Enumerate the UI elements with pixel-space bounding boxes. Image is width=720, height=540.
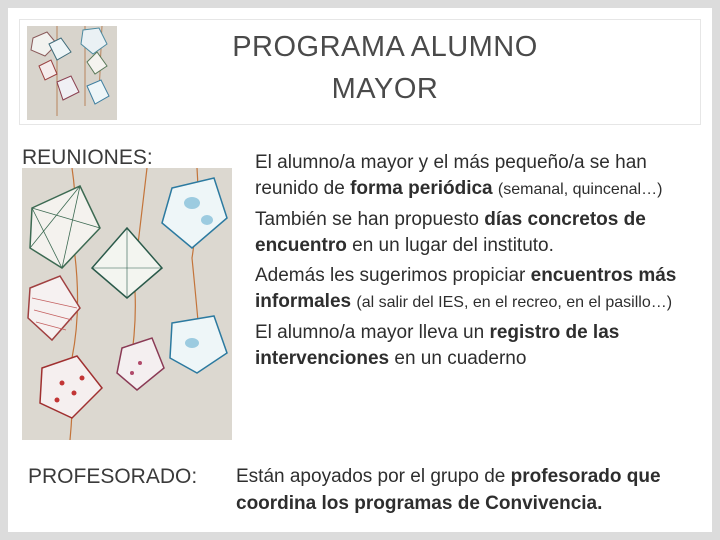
paragraph-days [255,207,705,259]
title-line-1: PROGRAMA ALUMNO [232,31,538,63]
p3-text: Además les sugerimos propiciar [255,265,531,286]
profesorado-label: PROFESORADO: [28,465,198,488]
p2-tail: en un lugar del instituto. [346,235,554,256]
p1-small: (semanal, quincenal…) [497,181,663,198]
profesorado-body [236,463,696,517]
prof-text: Están apoyados por el grupo de [236,466,511,487]
reuniones-body [255,150,705,376]
title-line-2: MAYOR [331,73,439,105]
p2-bold: días concretos de encuentro [255,209,646,256]
origami-thumbnail-image [27,26,117,120]
origami-photo-image [22,168,232,440]
p3-bold: encuentros más informales [255,265,677,312]
paragraph-informal [255,263,705,316]
title-box [20,20,700,124]
p1-text: El alumno/a mayor y el más pequeño/a se han reunido de [255,152,647,199]
paragraph-registro [255,320,705,372]
p2-text: También se han propuesto [255,209,485,230]
p4-text: El alumno/a mayor lleva un [255,322,490,343]
prof-bold: profesorado que coordina los programas de Convivencia. [236,466,661,514]
p4-bold: registro de las intervenciones [255,322,620,369]
reuniones-label: REUNIONES: [22,146,153,169]
p3-small: (al salir del IES, en el recreo, en el pasillo…) [356,294,673,311]
p1-bold: forma periódica [350,178,493,199]
p4-tail: en un cuaderno [389,348,527,369]
slide-title [210,26,560,110]
paragraph-periodic [255,150,705,203]
